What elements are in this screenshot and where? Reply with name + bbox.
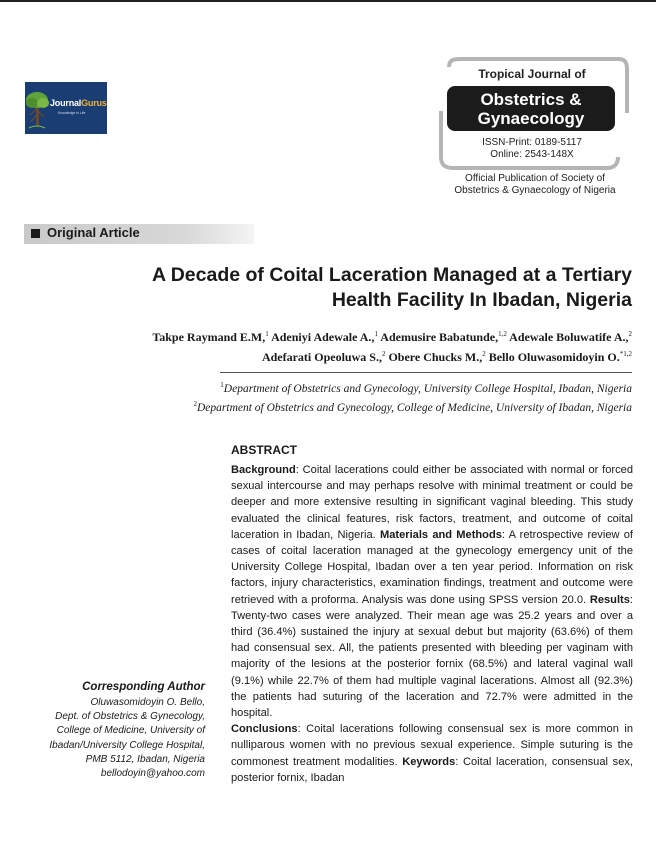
title-line2: Health Facility In Ibadan, Nigeria — [331, 289, 632, 311]
author-name: Ademusire Babatunde, — [380, 330, 499, 344]
background-label: Background — [231, 464, 296, 476]
logo-name-part1: Journal — [50, 98, 82, 108]
affiliations — [40, 378, 632, 416]
journal-masthead — [435, 57, 630, 171]
corresponding-line: Dept. of Obstetrics & Gynecology, — [55, 711, 205, 723]
tree-icon — [25, 82, 107, 134]
author-name: Adeniyi Adewale A., — [271, 330, 375, 344]
author-name: Bello Oluwasomidoyin O. — [488, 350, 620, 364]
corresponding-email[interactable]: bellodoyin@yahoo.com — [100, 768, 205, 780]
author-name: Obere Chucks M., — [388, 350, 483, 364]
journal-issn — [457, 137, 607, 161]
author-list — [40, 326, 632, 366]
journal-name-line2: Gynaecology — [477, 109, 585, 128]
corresponding-line: Ibadan/University College Hospital, — [49, 739, 205, 751]
top-border — [0, 0, 656, 2]
author-affiliation-mark: 1 — [374, 330, 378, 338]
journal-name-block — [447, 86, 615, 131]
affiliation-1 — [40, 378, 632, 397]
author-name: Adewale Boluwatife A., — [509, 330, 629, 344]
corresponding-author — [20, 679, 205, 781]
background-text: : Coital lacerations could either be associated with normal or forced sexual intercourse and may perhaps resolve with minimal treatment or could be deeper and more extensive resulting in significant vaginal bleeding. This study evaluated the clinical features, risk factors, treatment, and outcome of coital laceration in Ibadan, Nigeria. — [231, 464, 633, 541]
square-bullet-icon — [31, 229, 40, 238]
author-name: Takpe Raymand E.M, — [152, 330, 266, 344]
results-label: Results — [589, 593, 630, 606]
official-line1: Official Publication of Society of — [465, 173, 605, 184]
author-affiliation-mark: 2 — [482, 350, 486, 358]
journal-top-line: Tropical Journal of — [478, 67, 586, 81]
corresponding-line: College of Medicine, University of — [56, 725, 205, 737]
affiliation-2 — [40, 397, 632, 416]
author-name: Adefarati Opeoluwa S., — [261, 350, 382, 364]
author-affiliation-mark: 2 — [628, 330, 632, 338]
abstract-body — [231, 462, 633, 786]
corresponding-line: PMB 5112, Ibadan, Nigeria — [85, 753, 205, 765]
corresponding-heading: Corresponding Author — [82, 681, 205, 693]
publisher-logo — [25, 82, 107, 134]
affiliation-text: Department of Obstetrics and Gynecology, College of Medicine, University of Ibadan, Nigeria — [196, 401, 632, 414]
article-title — [60, 263, 632, 313]
keywords-label: Keywords — [402, 755, 456, 768]
article-type-banner — [24, 224, 254, 244]
author-affiliation-mark: 1,2 — [498, 330, 507, 338]
affiliation-mark: 1 — [220, 381, 224, 389]
official-publication — [435, 173, 635, 197]
affiliation-text: Department of Obstetrics and Gynecology, University College Hospital, Ibadan, Nigeria — [223, 382, 632, 395]
conclusions-label: Conclusions — [231, 723, 298, 736]
methods-text: : A retrospective review of cases of coital laceration managed at the gynecology emergency unit of the University College Hospital, Ibadan over a ten year period. Information on risk factors, injury characteristics, examination findings, treatment and outcome were retrieved with a proforma. Analysis was done using SPSS version 20.0. — [231, 528, 633, 606]
author-affiliation-mark: *1,2 — [619, 350, 632, 358]
divider — [220, 372, 632, 373]
affiliation-mark: 2 — [193, 399, 197, 408]
issn-online: Online: 2543-148X — [490, 149, 574, 160]
author-affiliation-mark: 2 — [381, 350, 386, 358]
author-affiliation-mark: 1 — [265, 330, 269, 338]
issn-print: ISSN-Print: 0189-5117 — [482, 137, 582, 148]
logo-name-part2: Gurus — [81, 98, 107, 108]
title-line1: A Decade of Coital Laceration Managed at a Tertiary — [151, 264, 632, 286]
corresponding-line: Oluwasomidoyin O. Bello, — [90, 697, 205, 708]
logo-tagline: Knowledge is Life — [58, 111, 86, 115]
results-text: : Twenty-two cases were analyzed. Their mean age was 25.2 years and over a third (36.4%) sustained the injury at sexual debut but majority (63.6%) of them had consensual sex. All, the patients presented with bleeding per vaginam with majority of the lesions at the posterior fornix (68.5%) and lateral vaginal wall (9.1%) while 22.7% of them had multiple vaginal lacerations. Almost all (92.3%) the patients had suturing of the laceration and 72.7% were admitted in the hospital. — [231, 593, 633, 720]
methods-label: Materials and Methods — [379, 528, 502, 541]
keywords-text: : Coital laceration, consensual sex, posterior fornix, Ibadan — [231, 755, 633, 784]
conclusions-text: : Coital lacerations following consensual sex is more common in nulliparous women with no previous sexual experience. Simple suturing is the commonest treatment modalities. — [231, 723, 633, 768]
article-type-label: Original Article — [47, 225, 140, 240]
official-line2: Obstetrics & Gynaecology of Nigeria — [454, 185, 616, 196]
abstract-heading: ABSTRACT — [231, 443, 297, 457]
journal-name-line1: Obstetrics & — [480, 90, 582, 109]
